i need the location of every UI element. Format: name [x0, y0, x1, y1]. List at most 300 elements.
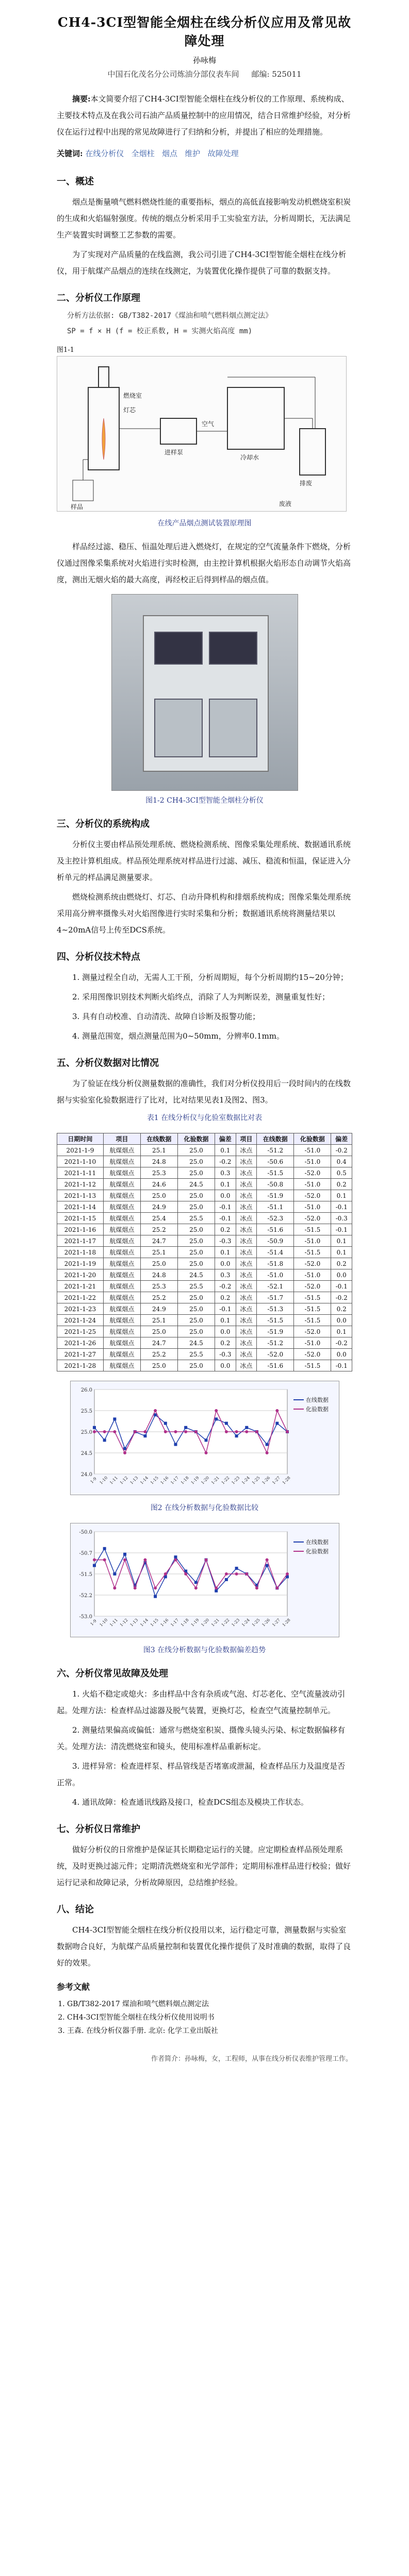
table-cell: 冰点: [236, 1213, 257, 1224]
data-point: [184, 1572, 187, 1575]
data-point: [103, 1558, 106, 1562]
table-cell: 0.0: [215, 1190, 236, 1201]
data-point: [123, 1553, 126, 1556]
table-row: [57, 1360, 352, 1371]
data-point: [93, 1558, 96, 1562]
table-row: [57, 1213, 352, 1224]
table-cell: -51.5: [294, 1224, 331, 1235]
table-row: [57, 1315, 352, 1326]
table-cell: 0.1: [215, 1247, 236, 1258]
table-cell: 25.1: [140, 1315, 177, 1326]
x-tick-label: 1-27: [271, 1617, 281, 1628]
table-cell: 航煤烟点: [103, 1190, 140, 1201]
photo-caption: 图1-2 CH4-3CI型智能全烟柱分析仪: [145, 796, 264, 805]
paragraph: 3. 进样异常：检查进样泵、样品管线是否堵塞或泄漏，检查样品压力及温度是否正常。: [57, 1761, 346, 1787]
x-tick-label: 1-25: [251, 1617, 261, 1628]
keywords: [57, 145, 352, 162]
data-point: [204, 1438, 207, 1442]
paragraph: 1. 测量过程全自动，无需人工干预，分析周期短，每个分析周期约15~20分钟；: [72, 973, 348, 982]
table-cell: -52.1: [257, 1281, 294, 1292]
y-tick-label: -52.2: [78, 1593, 92, 1599]
data-point: [163, 1422, 167, 1425]
table-cell: -51.0: [294, 1337, 331, 1349]
table-cell: 0.1: [215, 1315, 236, 1326]
method-label: 分析方法依据:: [67, 312, 115, 320]
table-cell: 冰点: [236, 1292, 257, 1303]
keywords-label: 关键词:: [57, 149, 83, 158]
abstract: [57, 91, 352, 140]
table-cell: -51.5: [294, 1247, 331, 1258]
table-cell: 航煤烟点: [103, 1303, 140, 1315]
table-cell: 航煤烟点: [103, 1281, 140, 1292]
table-cell: 25.0: [140, 1190, 177, 1201]
reference-item: 1. GB/T382-2017 煤油和喷气燃料烟点测定法: [67, 1997, 352, 2011]
table-cell: -51.6: [257, 1360, 294, 1371]
x-tick-label: 1-12: [119, 1475, 129, 1485]
table-row: [57, 1258, 352, 1269]
x-tick-label: 1-17: [169, 1617, 179, 1628]
table-cell: 冰点: [236, 1281, 257, 1292]
table-cell: 冰点: [236, 1247, 257, 1258]
table-cell: 冰点: [236, 1326, 257, 1337]
table-cell: 0.0: [215, 1326, 236, 1337]
data-point: [113, 1572, 116, 1575]
table-cell: -52.3: [257, 1213, 294, 1224]
data-point: [224, 1572, 227, 1575]
part-label: 空气: [202, 420, 215, 428]
table-cell: 25.5: [177, 1281, 215, 1292]
table-cell: 0.3: [215, 1167, 236, 1179]
y-tick-label: 26.0: [80, 1387, 92, 1393]
table-cell: -52.0: [294, 1349, 331, 1360]
table-header-cell: 在线数据: [140, 1133, 177, 1145]
table-cell: 25.1: [140, 1247, 177, 1258]
part-label: 废液: [279, 500, 292, 507]
table-cell: -0.2: [215, 1281, 236, 1292]
part-label: 灯芯: [123, 406, 136, 414]
table-cell: -51.8: [257, 1258, 294, 1269]
table-cell: 0.0: [331, 1315, 352, 1326]
x-tick-label: 1-20: [200, 1617, 210, 1628]
table-cell: -51.0: [294, 1201, 331, 1213]
section-heading: 八、结论: [57, 1904, 94, 1915]
x-tick-label: 1-28: [281, 1617, 291, 1628]
table-cell: 25.0: [177, 1326, 215, 1337]
section-heading: 四、分析仪技术特点: [57, 952, 140, 962]
table-cell: 2021-1-28: [57, 1360, 104, 1371]
table-cell: -0.2: [331, 1337, 352, 1349]
table-cell: -51.9: [257, 1190, 294, 1201]
references-heading: 参考文献: [57, 1982, 90, 1992]
table-cell: 0.2: [215, 1224, 236, 1235]
table-cell: 25.0: [177, 1258, 215, 1269]
table-cell: 25.5: [177, 1213, 215, 1224]
table-cell: 24.9: [140, 1303, 177, 1315]
table-cell: 2021-1-27: [57, 1349, 104, 1360]
section-heading: 六、分析仪常见故障及处理: [57, 1668, 168, 1679]
table-cell: 航煤烟点: [103, 1235, 140, 1247]
section-heading: 七、分析仪日常维护: [57, 1824, 140, 1835]
table-cell: 冰点: [236, 1337, 257, 1349]
table-cell: -0.1: [215, 1201, 236, 1213]
data-point: [194, 1430, 197, 1433]
table-cell: 冰点: [236, 1303, 257, 1315]
table-row: [57, 1156, 352, 1167]
table-cell: -51.3: [257, 1303, 294, 1315]
table-cell: 25.0: [177, 1201, 215, 1213]
x-tick-label: 1-14: [139, 1617, 149, 1628]
keyword: 故障处理: [207, 149, 239, 158]
y-tick-label: -53.0: [78, 1614, 92, 1620]
table-cell: 25.0: [177, 1315, 215, 1326]
table-cell: -52.0: [294, 1258, 331, 1269]
table-cell: 航煤烟点: [103, 1201, 140, 1213]
affiliation-zip: 邮编: 525011: [251, 70, 302, 79]
table-cell: 航煤烟点: [103, 1349, 140, 1360]
x-tick-label: 1-14: [139, 1475, 149, 1485]
data-point: [103, 1547, 106, 1550]
table-cell: 2021-1-20: [57, 1269, 104, 1281]
data-point: [133, 1586, 136, 1589]
table-cell: -51.0: [294, 1156, 331, 1167]
table-row: [57, 1326, 352, 1337]
data-point: [154, 1595, 157, 1598]
abstract-label: 摘要:: [72, 94, 91, 104]
table-cell: -50.6: [257, 1156, 294, 1167]
table-row: [57, 1247, 352, 1258]
data-point: [123, 1558, 126, 1562]
x-tick-label: 1-27: [271, 1475, 281, 1485]
display-screen: [209, 632, 257, 665]
x-tick-label: 1-10: [98, 1617, 108, 1628]
x-tick-label: 1-24: [240, 1475, 251, 1485]
data-point: [194, 1586, 197, 1589]
data-point: [194, 1581, 197, 1584]
table-cell: 24.6: [140, 1179, 177, 1190]
analyzer-cabinet: [143, 615, 269, 772]
table-cell: 24.8: [140, 1156, 177, 1167]
part-label: 燃烧室: [123, 392, 142, 399]
data-point: [275, 1409, 279, 1412]
page-title: CH4-3CI型智能全烟柱在线分析仪应用及常见故障处理: [57, 15, 352, 48]
data-point: [235, 1567, 238, 1570]
data-point: [224, 1422, 227, 1425]
x-tick-label: 1-12: [119, 1617, 129, 1628]
table-cell: -52.0: [294, 1213, 331, 1224]
table-cell: 0.2: [331, 1179, 352, 1190]
table-cell: 冰点: [236, 1224, 257, 1235]
reference-item: 2. CH4-3CI型智能全烟柱在线分析仪使用说明书: [67, 2011, 352, 2024]
paragraph: 做好分析仪的日常维护是保证其长期稳定运行的关键。应定期检查样品预处理系统，及时更换过滤元件；定期清洗燃烧室和光学部件；定期用标准样品进行校验；做好运行记录和故障记录，分析故障原因，总结维护经验。: [57, 1845, 351, 1887]
table-cell: 0.1: [331, 1190, 352, 1201]
table-cell: -0.2: [331, 1145, 352, 1156]
author: 孙咏梅: [192, 56, 216, 65]
data-point: [133, 1430, 136, 1433]
figure-caption: 在线产品烟点测试装置原理图: [157, 519, 252, 528]
table-cell: 24.5: [177, 1337, 215, 1349]
x-tick-label: 1-13: [128, 1617, 139, 1628]
x-tick-label: 1-17: [169, 1475, 179, 1485]
table-cell: 2021-1-11: [57, 1167, 104, 1179]
table-cell: -51.5: [294, 1303, 331, 1315]
table-cell: -51.0: [294, 1235, 331, 1247]
table-cell: 24.5: [177, 1269, 215, 1281]
paragraph: 1. 火焰不稳定或熄火：多由样品中含有杂质或气泡、灯芯老化、空气流量波动引起。处理方法：检查样品过滤器及脱气装置，更换灯芯，检查空气流量控制单元。: [57, 1689, 346, 1715]
table-cell: -0.2: [331, 1292, 352, 1303]
paragraph: 为了实现对产品质量的在线监测，我公司引进了CH4-3CI型智能全烟柱在线分析仪，用于航煤产品烟点的连续在线测定，为装置优化操作提供了可靠的数据支持。: [57, 250, 347, 276]
table-cell: -0.3: [331, 1213, 352, 1224]
paragraph: 4. 测量范围宽，烟点测量范围为0~50mm，分辨率0.1mm。: [72, 1031, 285, 1041]
data-point: [286, 1430, 289, 1433]
table-header-row: [57, 1133, 352, 1145]
y-tick-label: 24.5: [80, 1451, 92, 1456]
table-cell: 冰点: [236, 1360, 257, 1371]
data-point: [154, 1586, 157, 1589]
table-cell: 0.2: [331, 1258, 352, 1269]
keyword: 在线分析仪: [85, 149, 124, 158]
table-cell: 25.0: [177, 1156, 215, 1167]
table-cell: 0.0: [331, 1269, 352, 1281]
chart-caption: 图3 在线分析数据与化验数据偏差趋势: [143, 1646, 266, 1654]
reference-list: [67, 1997, 352, 2038]
x-tick-label: 1-19: [190, 1475, 200, 1485]
table-cell: 0.5: [331, 1167, 352, 1179]
table-cell: 2021-1-9: [57, 1145, 104, 1156]
table-row: [57, 1292, 352, 1303]
table-cell: 航煤烟点: [103, 1156, 140, 1167]
abstract-text: 本文简要介绍了CH4-3CI型智能全烟柱在线分析仪的工作原理、系统构成、主要技术特点及在我公司石油产品质量控制中的应用情况，结合日常维护经验，对分析仪在运行过程中出现的常见故障进行了归纳和分析，并提出了相应的处理措施。: [57, 94, 351, 137]
x-tick-label: 1-28: [281, 1475, 291, 1485]
table-cell: 航煤烟点: [103, 1269, 140, 1281]
data-point: [265, 1564, 268, 1567]
y-tick-label: 24.0: [80, 1472, 92, 1478]
table-cell: 0.2: [215, 1337, 236, 1349]
x-tick-label: 1-19: [190, 1617, 200, 1628]
x-tick-label: 1-21: [210, 1617, 220, 1628]
data-point: [275, 1586, 279, 1589]
table-cell: -51.0: [294, 1269, 331, 1281]
table-cell: -0.1: [215, 1303, 236, 1315]
table-cell: 25.0: [177, 1224, 215, 1235]
table-header-cell: 日期时间: [57, 1133, 104, 1145]
table-cell: 航煤烟点: [103, 1315, 140, 1326]
table-cell: 0.1: [331, 1235, 352, 1247]
data-point: [174, 1430, 177, 1433]
sample-panel: [154, 699, 203, 757]
x-tick-label: 1-26: [260, 1617, 271, 1628]
data-point: [235, 1430, 238, 1433]
legend-label: 化验数据: [305, 1548, 329, 1555]
data-point: [235, 1572, 238, 1575]
data-point: [93, 1564, 96, 1567]
legend-label: 在线数据: [305, 1539, 329, 1546]
sample-panel: [209, 699, 257, 757]
table-cell: 2021-1-24: [57, 1315, 104, 1326]
table-cell: 2021-1-15: [57, 1213, 104, 1224]
table-cell: 2021-1-18: [57, 1247, 104, 1258]
table-cell: 0.2: [331, 1303, 352, 1315]
x-tick-label: 1-13: [128, 1475, 139, 1485]
formula: SP = f × H (f = 校正系数, H = 实测火焰高度 mm): [67, 327, 253, 335]
table-cell: 24.7: [140, 1235, 177, 1247]
data-point: [224, 1578, 227, 1581]
table-cell: 冰点: [236, 1235, 257, 1247]
data-point: [265, 1443, 268, 1446]
data-point: [103, 1430, 106, 1433]
x-tick-label: 1-20: [200, 1475, 210, 1485]
table-cell: 航煤烟点: [103, 1224, 140, 1235]
table-cell: 25.4: [140, 1213, 177, 1224]
data-point: [143, 1430, 146, 1433]
table-cell: 2021-1-17: [57, 1235, 104, 1247]
table-cell: 24.7: [140, 1337, 177, 1349]
x-tick-label: 1-16: [159, 1475, 170, 1485]
y-tick-label: -51.5: [78, 1572, 92, 1578]
table-cell: 冰点: [236, 1179, 257, 1190]
table-cell: -51.6: [257, 1224, 294, 1235]
table-header-cell: 偏差: [331, 1133, 352, 1145]
table-cell: 冰点: [236, 1190, 257, 1201]
table-cell: -50.8: [257, 1179, 294, 1190]
x-tick-label: 1-26: [260, 1475, 271, 1485]
table-cell: 2021-1-26: [57, 1337, 104, 1349]
data-point: [163, 1572, 167, 1575]
table-cell: 冰点: [236, 1349, 257, 1360]
table-row: [57, 1303, 352, 1315]
data-point: [113, 1430, 116, 1433]
table-cell: -51.5: [294, 1315, 331, 1326]
table-header-cell: 项目: [103, 1133, 140, 1145]
table-cell: -51.1: [257, 1201, 294, 1213]
data-point: [215, 1417, 218, 1420]
table-cell: -52.0: [294, 1326, 331, 1337]
table-cell: 冰点: [236, 1167, 257, 1179]
table-cell: -51.5: [294, 1292, 331, 1303]
data-point: [113, 1417, 116, 1420]
x-tick-label: 1-18: [179, 1475, 190, 1485]
table-cell: 0.1: [215, 1145, 236, 1156]
section-heading: 五、分析仪数据对比情况: [57, 1058, 159, 1069]
y-tick-label: -50.7: [78, 1551, 92, 1556]
table-cell: -51.0: [294, 1145, 331, 1156]
table-cell: -52.0: [294, 1190, 331, 1201]
reference-item: 3. 王森. 在线分析仪器手册. 北京: 化学工业出版社: [67, 2024, 352, 2038]
table-cell: 0.0: [331, 1349, 352, 1360]
table-cell: 25.0: [140, 1258, 177, 1269]
paragraph: 2. 测量结果偏高或偏低：通常与燃烧室积炭、摄像头镜头污染、标定数据偏移有关。处理方法：清洗燃烧室和镜头，使用标准样品重新标定。: [57, 1725, 346, 1751]
x-tick-label: 1-9: [89, 1476, 97, 1484]
table-cell: 0.1: [331, 1326, 352, 1337]
table-cell: 25.0: [177, 1303, 215, 1315]
data-point: [174, 1443, 177, 1446]
table-cell: -51.5: [294, 1360, 331, 1371]
paragraph: 样品经过滤、稳压、恒温处理后进入燃烧灯，在规定的空气流量条件下燃烧，分析仪通过图像采集系统对火焰进行实时检测，由主控计算机根据火焰形态自动调节火焰高度，测出无烟火焰的最大高度，再经校正后得到样品的烟点值。: [57, 542, 351, 584]
table-cell: -51.9: [257, 1326, 294, 1337]
table-cell: -0.1: [331, 1201, 352, 1213]
table-cell: 25.5: [177, 1349, 215, 1360]
table-cell: 25.2: [140, 1349, 177, 1360]
table-cell: -52.0: [257, 1349, 294, 1360]
data-point: [275, 1422, 279, 1425]
y-tick-label: -50.0: [78, 1530, 92, 1535]
section-heading: 一、概述: [57, 176, 94, 187]
part-label: 进样泵: [165, 449, 184, 456]
x-tick-label: 1-22: [220, 1617, 231, 1628]
table-cell: 2021-1-10: [57, 1156, 104, 1167]
data-point: [154, 1409, 157, 1412]
table-cell: 25.0: [177, 1292, 215, 1303]
table-cell: -51.0: [294, 1179, 331, 1190]
keyword: 维护: [185, 149, 201, 158]
data-point: [143, 1558, 146, 1562]
x-tick-label: 1-23: [230, 1617, 240, 1628]
table-cell: 25.0: [140, 1360, 177, 1371]
table-cell: 25.1: [140, 1145, 177, 1156]
part-label: 样品: [71, 503, 84, 511]
paragraph: 2. 采用图像识别技术判断火焰终点，消除了人为判断误差，测量重复性好；: [72, 992, 330, 1002]
table-row: [57, 1145, 352, 1156]
table-cell: -51.7: [257, 1292, 294, 1303]
table-cell: 0.2: [215, 1292, 236, 1303]
table-cell: -50.9: [257, 1235, 294, 1247]
keyword: 烟点: [161, 149, 177, 158]
table-cell: 25.0: [140, 1326, 177, 1337]
table-cell: 0.1: [215, 1179, 236, 1190]
x-tick-label: 1-16: [159, 1617, 170, 1628]
table-cell: 航煤烟点: [103, 1247, 140, 1258]
table-cell: 2021-1-19: [57, 1258, 104, 1269]
data-point: [255, 1430, 258, 1433]
table-cell: 25.0: [177, 1235, 215, 1247]
table-row: [57, 1224, 352, 1235]
table-cell: -51.5: [257, 1167, 294, 1179]
x-tick-label: 1-22: [220, 1475, 231, 1485]
table-cell: 0.3: [215, 1269, 236, 1281]
analyzer-photo: [111, 594, 298, 791]
table-cell: 2021-1-25: [57, 1326, 104, 1337]
data-point: [215, 1409, 218, 1412]
table-cell: 冰点: [236, 1156, 257, 1167]
table-cell: -0.1: [215, 1213, 236, 1224]
y-tick-label: 25.5: [80, 1409, 92, 1414]
table-cell: 航煤烟点: [103, 1337, 140, 1349]
table-cell: 2021-1-13: [57, 1190, 104, 1201]
data-point: [174, 1558, 177, 1562]
table-header-cell: 化验数据: [294, 1133, 331, 1145]
table-row: [57, 1179, 352, 1190]
x-tick-label: 1-21: [210, 1475, 220, 1485]
table-header-cell: 项目: [236, 1133, 257, 1145]
table-row: [57, 1281, 352, 1292]
table-header-cell: 偏差: [215, 1133, 236, 1145]
figure-label: 图1-1: [57, 346, 74, 354]
table-title: 表1 在线分析仪与化验室数据比对表: [146, 1114, 263, 1122]
data-point: [184, 1430, 187, 1433]
table-cell: -0.3: [215, 1349, 236, 1360]
table-cell: 航煤烟点: [103, 1258, 140, 1269]
x-tick-label: 1-9: [89, 1618, 97, 1626]
line-chart-2: [70, 1523, 339, 1637]
table-cell: 25.0: [177, 1190, 215, 1201]
keyword: 全烟柱: [131, 149, 155, 158]
author-note: 作者简介：孙咏梅，女，工程师，从事在线分析仪表维护管理工作。: [151, 2055, 352, 2063]
part-label: 排废: [300, 480, 313, 487]
x-tick-label: 1-25: [251, 1475, 261, 1485]
table-cell: -0.1: [331, 1224, 352, 1235]
x-tick-label: 1-11: [108, 1617, 119, 1628]
data-point: [123, 1451, 126, 1454]
table-row: [57, 1349, 352, 1360]
